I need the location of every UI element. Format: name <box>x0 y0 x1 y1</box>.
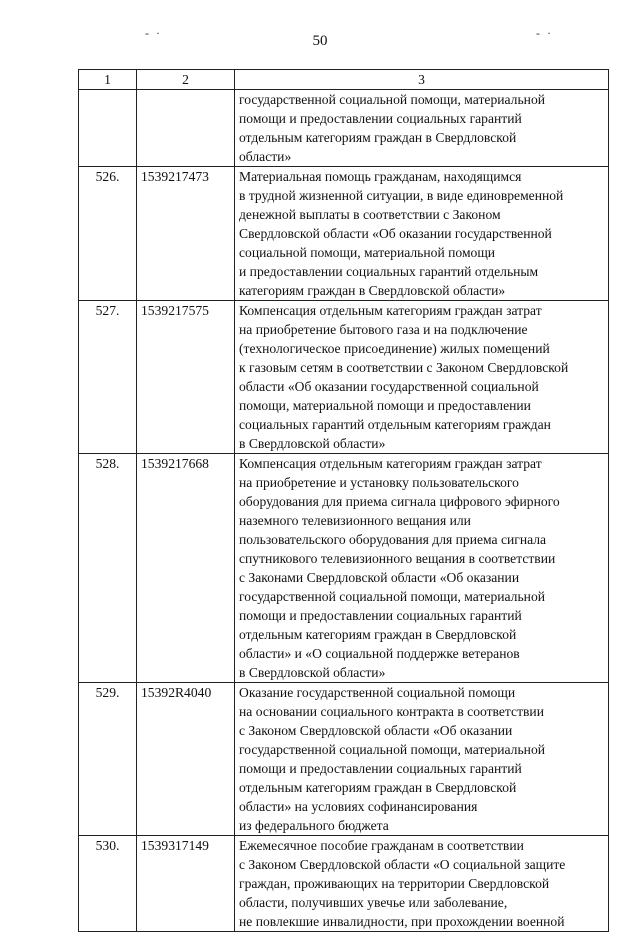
description-line: области «Об оказании государственной социальной <box>239 379 539 394</box>
table-row <box>79 90 609 167</box>
description-line: Компенсация отдельным категориям граждан затрат <box>239 303 542 318</box>
description-line: денежной выплаты в соответствии с Законом <box>239 207 501 222</box>
description-line: спутникового телевизионного вещания в соответствии <box>239 551 556 566</box>
description-line: на приобретение и установку пользовательского <box>239 475 519 490</box>
description-line: Компенсация отдельным категориям граждан затрат <box>239 456 542 471</box>
row-description <box>235 301 609 454</box>
description-line: наземного телевизионного вещания или <box>239 513 471 528</box>
header-col-2: 2 <box>137 70 235 90</box>
row-description <box>235 90 609 167</box>
description-line: области» на условиях софинансирования <box>239 799 478 814</box>
header-col-1: 1 <box>79 70 137 90</box>
row-number: 526. <box>79 167 137 301</box>
description-line: в трудной жизненной ситуации, в виде единовременной <box>239 188 564 203</box>
description-line: граждан, проживающих на территории Свердловской <box>239 876 550 891</box>
row-description <box>235 683 609 836</box>
description-line: Свердловской области «Об оказании государственной <box>239 226 552 241</box>
description-line: и предоставлении социальных гарантий отдельным <box>239 264 539 279</box>
table-row <box>79 167 609 301</box>
description-line: отдельным категориям граждан в Свердловской <box>239 130 517 145</box>
scan-mark-left: - · <box>145 26 162 40</box>
row-number: 530. <box>79 836 137 932</box>
table-body <box>79 90 609 932</box>
description-line: социальной помощи, материальной помощи <box>239 245 496 260</box>
description-line: области» и «О социальной поддержке ветеранов <box>239 646 520 661</box>
description-line: области, получивших увечье или заболевание, <box>239 895 508 910</box>
description-line: на основании социального контракта в соответствии <box>239 704 544 719</box>
description-line: государственной социальной помощи, материальной <box>239 589 546 604</box>
scan-mark-right: - · <box>536 26 553 40</box>
row-code: 1539217473 <box>137 167 235 301</box>
table-row <box>79 836 609 932</box>
header-col-3: 3 <box>235 70 609 90</box>
row-number <box>79 90 137 167</box>
description-line: оборудования для приема сигнала цифрового эфирного <box>239 494 560 509</box>
budget-classification-table <box>78 69 609 932</box>
description-line: из федерального бюджета <box>239 818 389 833</box>
description-line: помощи и предоставлении социальных гарантий <box>239 111 522 126</box>
row-description <box>235 454 609 683</box>
row-number: 529. <box>79 683 137 836</box>
row-code: 1539317149 <box>137 836 235 932</box>
table-row <box>79 301 609 454</box>
description-line: помощи и предоставлении социальных гарантий <box>239 761 522 776</box>
table-row <box>79 683 609 836</box>
description-line: пользовательского оборудования для приема сигнала <box>239 532 547 547</box>
description-line: к газовым сетям в соответствии с Законом Свердловской <box>239 360 569 375</box>
row-description <box>235 836 609 932</box>
description-line: в Свердловской области» <box>239 665 386 680</box>
description-line: помощи, материальной помощи и предоставлении <box>239 398 531 413</box>
description-line: Материальная помощь гражданам, находящимся <box>239 169 522 184</box>
description-line: в Свердловской области» <box>239 436 386 451</box>
description-line: на приобретение бытового газа и на подключение <box>239 322 528 337</box>
description-line: отдельным категориям граждан в Свердловской <box>239 627 517 642</box>
description-line: с Законами Свердловской области «Об оказании <box>239 570 520 585</box>
row-number: 528. <box>79 454 137 683</box>
description-line: категориям граждан в Свердловской области» <box>239 283 506 298</box>
row-code: 1539217575 <box>137 301 235 454</box>
description-line: государственной социальной помощи, материальной <box>239 742 546 757</box>
description-line: государственной социальной помощи, материальной <box>239 92 546 107</box>
description-line: с Законом Свердловской области «Об оказании <box>239 723 513 738</box>
row-number: 527. <box>79 301 137 454</box>
description-line: области» <box>239 149 292 164</box>
page-number: 50 <box>312 33 328 49</box>
description-line: с Законом Свердловской области «О социальной защите <box>239 857 566 872</box>
description-line: отдельным категориям граждан в Свердловской <box>239 780 517 795</box>
row-code: 15392R4040 <box>137 683 235 836</box>
description-line: Ежемесячное пособие гражданам в соответствии <box>239 838 524 853</box>
row-code: 1539217668 <box>137 454 235 683</box>
row-description <box>235 167 609 301</box>
description-line: (технологическое присоединение) жилых помещений <box>239 341 550 356</box>
description-line: социальных гарантий отдельным категориям граждан <box>239 417 551 432</box>
description-line: Оказание государственной социальной помощи <box>239 685 516 700</box>
table-row <box>79 454 609 683</box>
table-header-row <box>79 70 609 90</box>
row-code <box>137 90 235 167</box>
description-line: помощи и предоставлении социальных гарантий <box>239 608 522 623</box>
description-line: не повлекшие инвалидности, при прохождении военной <box>239 914 565 929</box>
